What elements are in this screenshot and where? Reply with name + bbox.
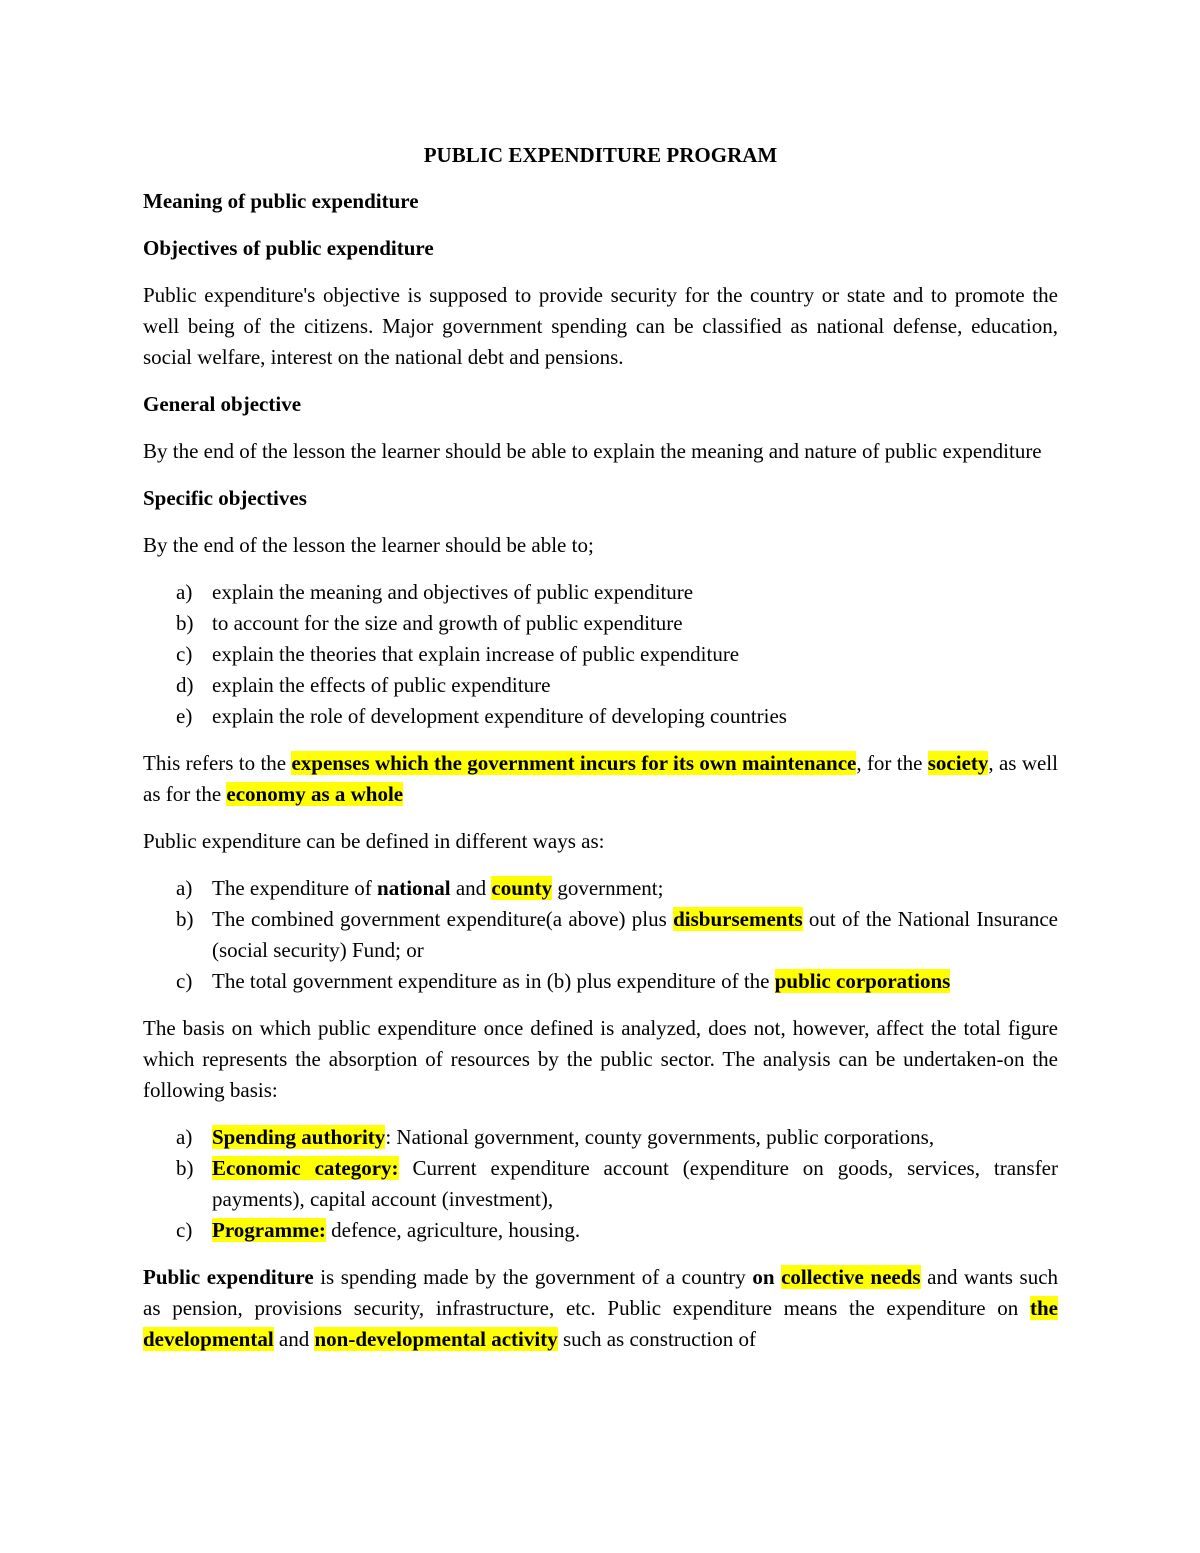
list-marker: c) [176,969,193,993]
list-marker: a) [176,1125,193,1149]
highlighted-phrase: society [927,751,989,775]
list-item-text: explain the effects of public expenditure [212,673,551,697]
highlighted-phrase: Economic category: [212,1156,399,1180]
list-item-text: explain the meaning and objectives of public expenditure [212,580,694,604]
list-item [143,670,1058,701]
bold-phrase: national [377,876,451,900]
list-item [143,1215,1058,1246]
heading-meaning: Meaning of public expenditure [143,189,419,213]
list-marker: b) [176,611,194,635]
bold-phrase: Public expenditure [143,1265,314,1289]
text-run: Current expenditure account (expenditure on goods, services, transfer payments), capital account (investment), [212,1156,1059,1211]
highlighted-phrase: collective needs [781,1265,921,1289]
text-run: This refers to the [143,751,292,775]
list-marker: e) [176,704,193,728]
heading-objectives: Objectives of public expenditure [143,236,434,260]
list-marker: c) [176,1218,193,1242]
heading-specific-objectives: Specific objectives [143,486,307,510]
list-marker: c) [176,642,193,666]
highlighted-phrase: the developmental [143,1296,1058,1351]
basis-list [143,1122,1058,1246]
text-run: and [450,876,492,900]
list-item [143,608,1058,639]
specific-objectives-list [143,577,1058,732]
text-run: , for the [856,751,928,775]
list-marker: b) [176,1156,194,1180]
text-run: is spending made by the government of a country [313,1265,753,1289]
basis-paragraph: The basis on which public expenditure once defined is analyzed, does not, however, affect the total figure which represents the absorption of resources by the public sector. The analysis can be undertaken-on the following basis: [143,1016,1058,1102]
list-item [143,904,1058,966]
list-marker: a) [176,580,193,604]
text-run: The total government expenditure as in (b) plus expenditure of the [212,969,775,993]
list-item [143,639,1058,670]
document-body [143,140,1058,1371]
definitions-list [143,873,1058,997]
list-item [143,873,1058,904]
specific-objectives-intro: By the end of the lesson the learner should be able to; [143,533,594,557]
defined-intro: Public expenditure can be defined in different ways as: [143,829,605,853]
highlighted-phrase: county [491,876,553,900]
heading-general-objective: General objective [143,392,302,416]
text-run: government; [552,876,664,900]
list-item-text: to account for the size and growth of public expenditure [212,611,683,635]
text-run: defence, agriculture, housing. [325,1218,581,1242]
text-run: : National government, county governments, public corporations, [385,1125,935,1149]
highlighted-phrase: non-developmental activity [314,1327,558,1351]
list-item [143,1122,1058,1153]
highlighted-phrase: economy as a whole [226,782,404,806]
list-item-text: explain the role of development expenditure of developing countries [212,704,787,728]
list-marker: b) [176,907,194,931]
highlighted-phrase: disbursements [673,907,803,931]
text-run: and wants such as pension, provisions security, infrastructure, etc. Public expenditure means the expenditure on [143,1265,1059,1320]
refers-paragraph [143,748,1058,810]
text-run: The combined government expenditure(a above) plus [212,907,674,931]
general-objective-paragraph: By the end of the lesson the learner should be able to explain the meaning and nature of public expenditure [143,439,1042,463]
highlighted-phrase: expenses which the government incurs for its own maintenance [291,751,857,775]
list-item [143,577,1058,608]
list-item [143,1153,1058,1215]
text-run: , as well as for the [143,751,1058,806]
highlighted-phrase: public corporations [774,969,951,993]
highlighted-phrase: Programme: [212,1218,326,1242]
text-run: and [273,1327,315,1351]
text-run: The expenditure of [212,876,378,900]
bold-phrase: on [752,1265,775,1289]
final-paragraph [143,1262,1058,1355]
list-item [143,701,1058,732]
list-marker: d) [176,673,194,697]
list-item [143,966,1058,997]
highlighted-phrase: Spending authority [212,1125,386,1149]
list-item-text: explain the theories that explain increase of public expenditure [212,642,740,666]
list-marker: a) [176,876,193,900]
document-title: PUBLIC EXPENDITURE PROGRAM [423,143,778,167]
objectives-paragraph: Public expenditure's objective is supposed to provide security for the country or state and to promote the well being of the citizens. Major government spending can be classified as national defense, education, social welfare, interest on the national debt and pensions. [143,283,1058,369]
text-run: such as construction of [557,1327,757,1351]
text-run: out of the National Insurance (social security) Fund; or [212,907,1058,962]
